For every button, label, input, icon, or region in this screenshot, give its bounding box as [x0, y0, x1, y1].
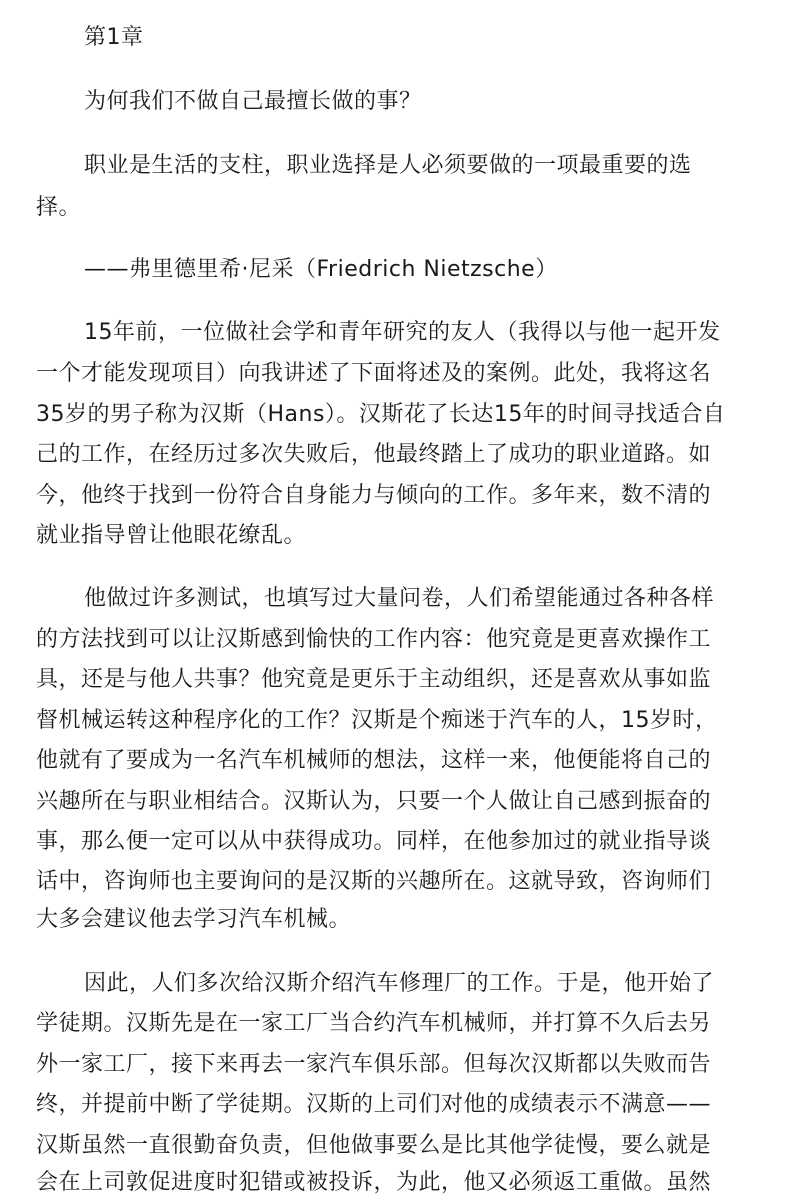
paragraph-line: 外一家工厂，接下来再去一家汽车俱乐部。但每次汉斯都以失败而告: [36, 1052, 712, 1077]
chapter-title: 为何我们不做自己最擅长做的事？: [84, 89, 422, 114]
paragraph-line: 己的工作，在经历过多次失败后，他最终踏上了成功的职业道路。如: [36, 442, 712, 467]
paragraph-line: 终，并提前中断了学徒期。汉斯的上司们对他的成绩表示不满意——: [36, 1092, 712, 1117]
paragraph-line: 15年前，一位做社会学和青年研究的友人（我得以与他一起开发: [84, 320, 721, 345]
paragraph-line: 大多会建议他去学习汽车机械。: [36, 907, 352, 932]
paragraph-line: 事，那么便一定可以从中获得成功。同样，在他参加过的就业指导谈: [36, 829, 712, 854]
paragraph-line: 话中，咨询师也主要询问的是汉斯的兴趣所在。这就导致，咨询师们: [36, 869, 712, 894]
paragraph-line: 会在上司敦促进度时犯错或被投诉，为此，他又必须返工重做。虽然: [36, 1170, 712, 1195]
paragraph-line: 汉斯虽然一直很勤奋负责，但他做事要么是比其他学徒慢，要么就是: [36, 1133, 712, 1158]
paragraph-line: 具，还是与他人共事？他究竟是更乐于主动组织，还是喜欢从事如监: [36, 667, 712, 692]
paragraph-line: 35岁的男子称为汉斯（Hans）。汉斯花了长达15年的时间寻找适合自: [36, 402, 726, 427]
chapter-label: 第1章: [84, 25, 144, 50]
paragraph-line: 督机械运转这种程序化的工作？汉斯是个痴迷于汽车的人，15岁时，: [36, 708, 718, 733]
paragraph-line: 因此，人们多次给汉斯介绍汽车修理厂的工作。于是，他开始了: [84, 971, 715, 996]
epigraph-line: 择。: [36, 195, 82, 220]
paragraph-line: 他做过许多测试，也填写过大量问卷，人们希望能通过各种各样: [84, 586, 715, 611]
paragraph-line: 一个才能发现项目）向我讲述了下面将述及的案例。此处，我将这名: [36, 361, 712, 386]
paragraph-line: 今，他终于找到一份符合自身能力与倾向的工作。多年来，数不清的: [36, 483, 712, 508]
paragraph-line: 的方法找到可以让汉斯感到愉快的工作内容：他究竟是更喜欢操作工: [36, 627, 712, 652]
paragraph-line: 兴趣所在与职业相结合。汉斯认为，只要一个人做让自己感到振奋的: [36, 789, 712, 814]
paragraph-line: 就业指导曾让他眼花缭乱。: [36, 523, 307, 548]
paragraph-line: 学徒期。汉斯先是在一家工厂当合约汽车机械师，并打算不久后去另: [36, 1011, 712, 1036]
epigraph-attribution: ——弗里德里希·尼采（Friedrich Nietzsche）: [84, 257, 558, 282]
epigraph-line: 职业是生活的支柱，职业选择是人必须要做的一项最重要的选: [84, 153, 692, 178]
paragraph-line: 他就有了要成为一名汽车机械师的想法，这样一来，他便能将自己的: [36, 748, 712, 773]
